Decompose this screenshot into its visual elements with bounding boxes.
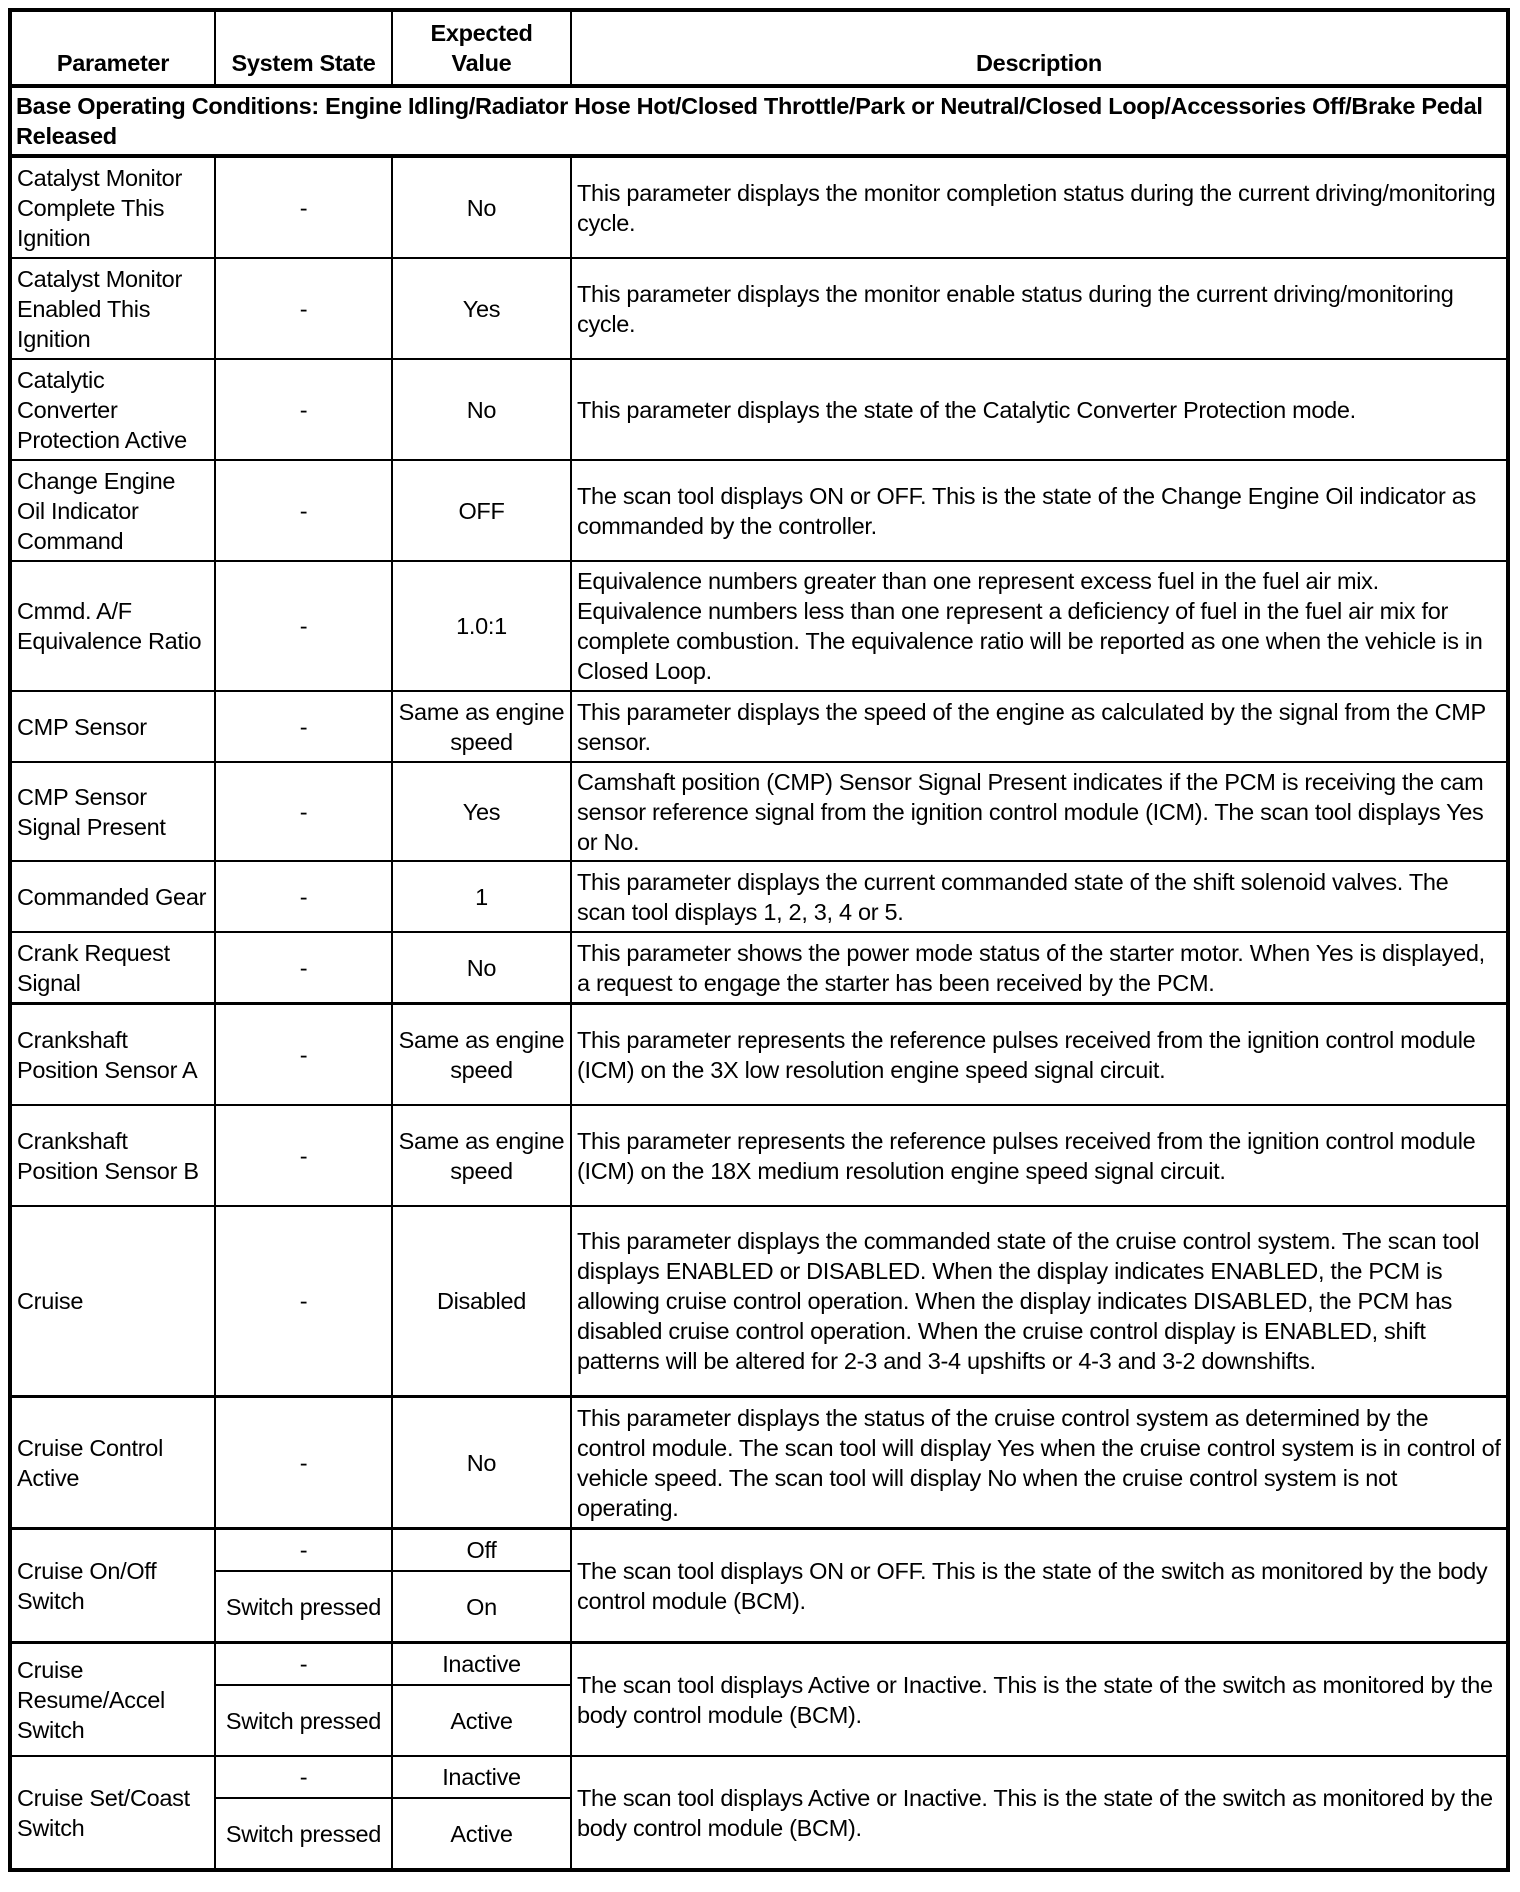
base-conditions: Base Operating Conditions: Engine Idling/Radiator Hose Hot/Closed Throttle/Park or Neutral/Closed Loop/Accessories Off/Brake Pedal Released <box>10 86 1508 156</box>
header-row <box>10 10 1508 86</box>
table-row <box>10 258 1508 359</box>
expected-value-cell: Same as engine speed <box>392 1105 571 1206</box>
scan-tool-data-table <box>8 8 1510 1872</box>
table-row <box>10 1105 1508 1206</box>
parameter-cell: Change Engine Oil Indicator Command <box>10 460 215 561</box>
parameter-cell: Cruise On/Off Switch <box>10 1529 215 1643</box>
table-row <box>10 561 1508 691</box>
expected-value-cell: Disabled <box>392 1206 571 1397</box>
parameter-cell: CMP Sensor <box>10 691 215 762</box>
expected-value-cell: Same as engine speed <box>392 691 571 762</box>
table-row <box>10 359 1508 460</box>
description-cell: This parameter represents the reference pulses received from the ignition control module (ICM) on the 3X low resolution engine speed signal circuit. <box>571 1004 1508 1106</box>
description-cell: This parameter displays the status of the cruise control system as determined by the control module. The scan tool will display Yes when the cruise control system is in control of vehicle speed. The scan tool will display No when the cruise control system is not operating. <box>571 1397 1508 1529</box>
system-state-cell: - <box>215 762 392 861</box>
system-state-cell: - <box>215 258 392 359</box>
description-cell: This parameter displays the state of the Catalytic Converter Protection mode. <box>571 359 1508 460</box>
header-expected-value: Expected Value <box>392 10 571 86</box>
system-state-cell: - <box>215 932 392 1004</box>
parameter-cell: Catalytic Converter Protection Active <box>10 359 215 460</box>
description-cell: This parameter represents the reference pulses received from the ignition control module (ICM) on the 18X medium resolution engine speed signal circuit. <box>571 1105 1508 1206</box>
expected-value-cell: No <box>392 932 571 1004</box>
table-row <box>10 932 1508 1004</box>
expected-value-cell: 1.0:1 <box>392 561 571 691</box>
description-cell: This parameter displays the speed of the engine as calculated by the signal from the CMP sensor. <box>571 691 1508 762</box>
expected-value-cell: On <box>392 1571 571 1643</box>
description-cell: The scan tool displays ON or OFF. This is the state of the Change Engine Oil indicator as commanded by the controller. <box>571 460 1508 561</box>
description-cell: Camshaft position (CMP) Sensor Signal Present indicates if the PCM is receiving the cam sensor reference signal from the ignition control module (ICM). The scan tool displays Yes or No. <box>571 762 1508 861</box>
system-state-cell: - <box>215 861 392 932</box>
system-state-cell: - <box>215 1004 392 1106</box>
table-row <box>10 691 1508 762</box>
expected-value-cell: Same as engine speed <box>392 1004 571 1106</box>
description-cell: This parameter shows the power mode status of the starter motor. When Yes is displayed, a request to engage the starter has been received by the PCM. <box>571 932 1508 1004</box>
description-cell: The scan tool displays Active or Inactive. This is the state of the switch as monitored by the body control module (BCM). <box>571 1643 1508 1757</box>
table-row <box>10 1397 1508 1529</box>
table-row <box>10 1756 1508 1798</box>
expected-value-cell: Yes <box>392 258 571 359</box>
expected-value-cell: No <box>392 156 571 258</box>
description-cell: This parameter displays the monitor completion status during the current driving/monitoring cycle. <box>571 156 1508 258</box>
parameter-cell: Commanded Gear <box>10 861 215 932</box>
table-row <box>10 861 1508 932</box>
table-row <box>10 1004 1508 1106</box>
expected-value-cell: Inactive <box>392 1643 571 1686</box>
expected-value-cell: No <box>392 1397 571 1529</box>
parameter-cell: Crankshaft Position Sensor A <box>10 1004 215 1106</box>
system-state-cell: - <box>215 460 392 561</box>
expected-value-cell: Yes <box>392 762 571 861</box>
table-row <box>10 1643 1508 1686</box>
table-row <box>10 156 1508 258</box>
expected-value-cell: Active <box>392 1685 571 1756</box>
table-row <box>10 762 1508 861</box>
base-conditions-row <box>10 86 1508 156</box>
parameter-cell: Cruise Set/Coast Switch <box>10 1756 215 1870</box>
parameter-cell: Catalyst Monitor Complete This Ignition <box>10 156 215 258</box>
header-parameter: Parameter <box>10 10 215 86</box>
parameter-cell: Cruise Control Active <box>10 1397 215 1529</box>
parameter-cell: Cruise Resume/Accel Switch <box>10 1643 215 1757</box>
system-state-cell: Switch pressed <box>215 1798 392 1870</box>
system-state-cell: - <box>215 1756 392 1798</box>
parameter-cell: Cruise <box>10 1206 215 1397</box>
expected-value-cell: Active <box>392 1798 571 1870</box>
system-state-cell: - <box>215 561 392 691</box>
expected-value-cell: 1 <box>392 861 571 932</box>
description-cell: This parameter displays the current commanded state of the shift solenoid valves. The scan tool displays 1, 2, 3, 4 or 5. <box>571 861 1508 932</box>
system-state-cell: Switch pressed <box>215 1685 392 1756</box>
header-system-state: System State <box>215 10 392 86</box>
parameter-cell: Crankshaft Position Sensor B <box>10 1105 215 1206</box>
system-state-cell: Switch pressed <box>215 1571 392 1643</box>
system-state-cell: - <box>215 691 392 762</box>
system-state-cell: - <box>215 156 392 258</box>
system-state-cell: - <box>215 1105 392 1206</box>
description-cell: The scan tool displays Active or Inactive. This is the state of the switch as monitored by the body control module (BCM). <box>571 1756 1508 1870</box>
system-state-cell: - <box>215 1529 392 1572</box>
header-description: Description <box>571 10 1508 86</box>
expected-value-cell: No <box>392 359 571 460</box>
parameter-cell: Cmmd. A/F Equivalence Ratio <box>10 561 215 691</box>
system-state-cell: - <box>215 1206 392 1397</box>
description-cell: Equivalence numbers greater than one represent excess fuel in the fuel air mix. Equivalence numbers less than one represent a deficiency of fuel in the fuel air mix for complete combustion. The equivalence ratio will be reported as one when the vehicle is in Closed Loop. <box>571 561 1508 691</box>
description-cell: This parameter displays the commanded state of the cruise control system. The scan tool displays ENABLED or DISABLED. When the display indicates ENABLED, the PCM is allowing cruise control operation. When the display indicates DISABLED, the PCM has disabled cruise control operation. When the cruise control display is ENABLED, shift patterns will be altered for 2-3 and 3-4 upshifts or 4-3 and 3-2 downshifts. <box>571 1206 1508 1397</box>
expected-value-cell: Off <box>392 1529 571 1572</box>
parameter-cell: Crank Request Signal <box>10 932 215 1004</box>
table-row <box>10 460 1508 561</box>
system-state-cell: - <box>215 1643 392 1686</box>
description-cell: The scan tool displays ON or OFF. This is the state of the switch as monitored by the body control module (BCM). <box>571 1529 1508 1643</box>
description-cell: This parameter displays the monitor enable status during the current driving/monitoring cycle. <box>571 258 1508 359</box>
expected-value-cell: OFF <box>392 460 571 561</box>
table-row <box>10 1206 1508 1397</box>
expected-value-cell: Inactive <box>392 1756 571 1798</box>
system-state-cell: - <box>215 359 392 460</box>
parameter-cell: Catalyst Monitor Enabled This Ignition <box>10 258 215 359</box>
parameter-cell: CMP Sensor Signal Present <box>10 762 215 861</box>
system-state-cell: - <box>215 1397 392 1529</box>
table-row <box>10 1529 1508 1572</box>
